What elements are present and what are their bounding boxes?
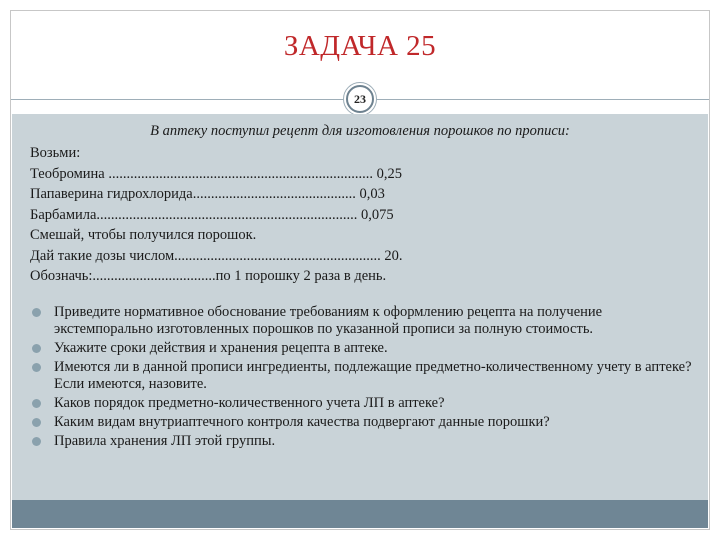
task-item	[32, 304, 692, 338]
bullet-icon	[32, 437, 41, 446]
slide-number-badge	[343, 82, 377, 116]
bullet-icon	[32, 418, 41, 427]
task-item	[32, 395, 692, 412]
recipe-line: Папаверина гидрохлорида............................................. 0,03	[30, 186, 385, 202]
recipe-line: Теобромина ......................................................................... 0,25	[30, 165, 402, 182]
task-item	[32, 414, 692, 431]
task-text: Каков порядок предметно-количественного учета ЛП в аптеке?	[54, 395, 445, 411]
recipe-text	[30, 143, 403, 287]
recipe-line: Дай такие дозы числом......................................................... 20.	[30, 247, 403, 264]
recipe-heading: В аптеку поступил рецепт для изготовления порошков по прописи:	[150, 123, 570, 139]
recipe-line: Барбамила........................................................................ 0,075	[30, 206, 394, 223]
bullet-icon	[32, 399, 41, 408]
task-text: Каким видам внутриаптечного контроля качества подвергают данные порошки?	[54, 414, 550, 430]
task-item	[32, 433, 692, 450]
recipe-line: Обозначь:..................................по 1 порошку 2 раза в день.	[30, 268, 387, 284]
bullet-icon	[32, 308, 41, 317]
slide-number: 23	[346, 85, 374, 113]
task-text: Приведите нормативное обоснование требованиям к оформлению рецепта на получение экстемпорально изготовленных порошков по указанной прописи за полную стоимость.	[54, 304, 603, 337]
recipe-line: Смешай, чтобы получился порошок.	[30, 227, 257, 243]
slide-title: ЗАДАЧА 25	[283, 30, 437, 62]
task-list	[32, 304, 692, 452]
footer-bar	[12, 500, 708, 528]
recipe-line: Возьми:	[30, 145, 81, 161]
task-text: Имеются ли в данной прописи ингредиенты, подлежащие предметно-количественному учету в аптеке? Если имеются, назовите.	[54, 359, 692, 392]
task-item	[32, 359, 692, 393]
task-text: Правила хранения ЛП этой группы.	[54, 433, 276, 449]
bullet-icon	[32, 344, 41, 353]
task-item	[32, 340, 692, 357]
bullet-icon	[32, 363, 41, 372]
content-panel	[12, 114, 708, 500]
task-text: Укажите сроки действия и хранения рецепта в аптеке.	[54, 340, 388, 356]
